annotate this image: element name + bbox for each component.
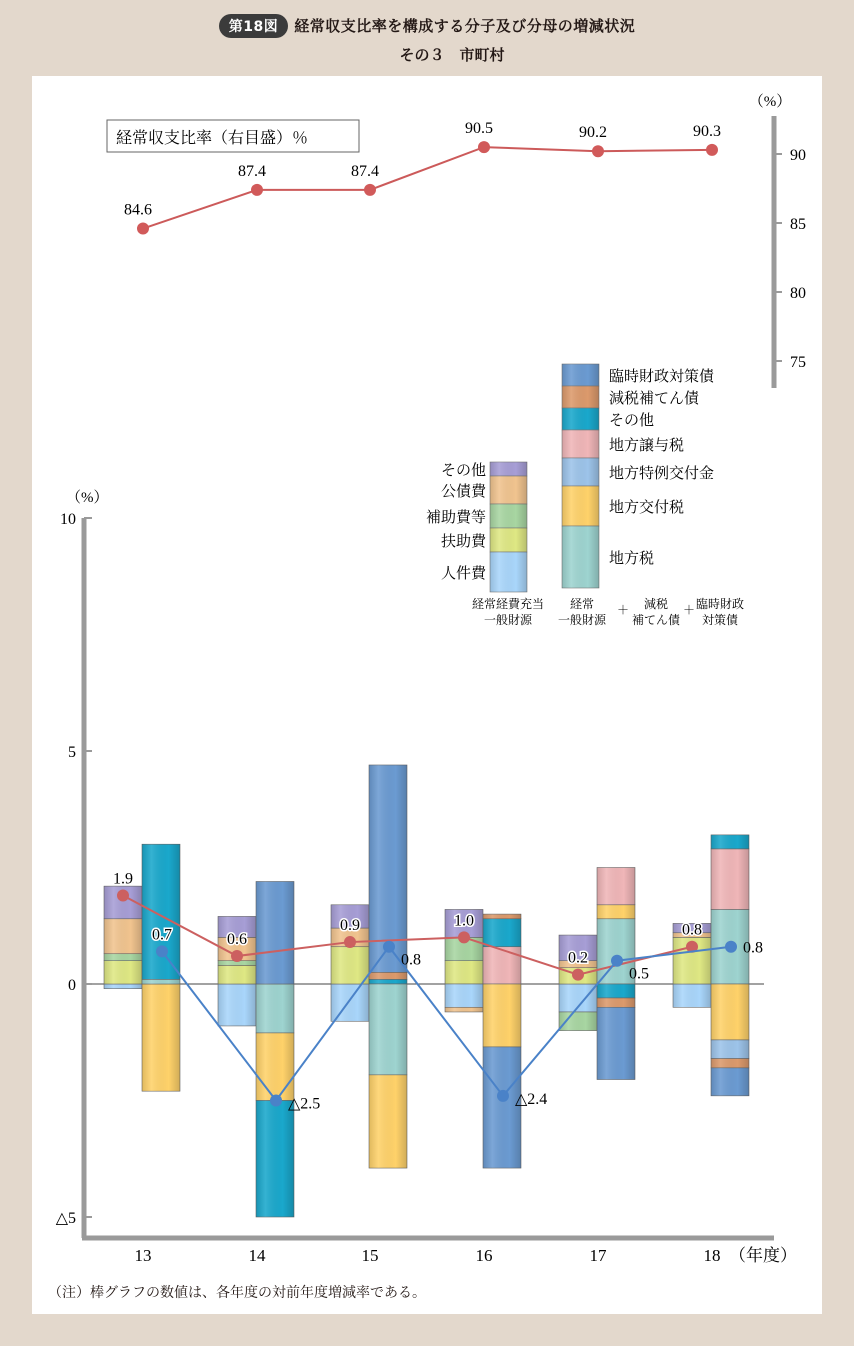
denominator-growth-point	[725, 941, 737, 953]
legend-den-label: 地方譲与税	[609, 438, 685, 454]
ratio-data-label: 87.4	[238, 162, 266, 180]
legend-caption: 対策債	[701, 613, 739, 627]
x-tick-label: 17	[589, 1246, 607, 1265]
denominator-growth-point	[156, 945, 168, 957]
legend-plus: ＋	[682, 603, 696, 617]
x-tick-label: 13	[134, 1246, 152, 1265]
numerator-bar-segment-shade	[445, 984, 483, 1007]
legend-num-swatch-shade	[490, 528, 527, 552]
ratio-tick-label: 75	[790, 354, 806, 371]
legend-den-swatch-shade	[562, 458, 599, 486]
legend-caption: 一般財源	[557, 613, 607, 627]
legend-den-label: 地方税	[609, 551, 655, 567]
ratio-point	[592, 145, 604, 157]
denominator-bar-segment-shade	[256, 1101, 294, 1218]
denominator-bar-segment-shade	[711, 1068, 749, 1096]
numerator-bar-segment-shade	[104, 984, 142, 989]
denominator-bar-segment-shade	[597, 905, 635, 919]
legend-den-label: 減税補てん債	[609, 391, 700, 407]
denominator-bar-segment-shade	[711, 984, 749, 1040]
legend-den-swatch-shade	[562, 364, 599, 386]
legend-caption: 臨時財政	[695, 597, 745, 611]
figure-badge: 第18図	[219, 14, 288, 38]
legend-caption: 減税	[643, 597, 669, 611]
numerator-bar-segment-shade	[673, 984, 711, 1007]
ratio-data-label: 90.5	[465, 120, 493, 138]
denominator-bar-segment-shade	[369, 984, 407, 1075]
legend-num-swatch-shade	[490, 476, 527, 504]
legend-caption: 経常経費充当	[471, 597, 545, 611]
denominator-bar-segment-shade	[483, 919, 521, 947]
numerator-growth-point	[572, 969, 584, 981]
numerator-data-label: 0.9	[340, 917, 360, 935]
legend-num-swatch-shade	[490, 504, 527, 528]
x-tick-label: 14	[248, 1246, 266, 1265]
numerator-data-label: 0.8	[682, 921, 702, 939]
numerator-growth-point	[117, 889, 129, 901]
ratio-point	[137, 223, 149, 235]
y-tick-label: 0	[68, 977, 76, 994]
ratio-point	[706, 144, 718, 156]
ratio-data-label: 84.6	[124, 201, 152, 219]
denominator-bar-segment-shade	[256, 984, 294, 1033]
denominator-bar-segment-shade	[483, 947, 521, 984]
numerator-bar-segment-shade	[218, 965, 256, 984]
x-tick-label: 15	[361, 1246, 379, 1265]
denominator-growth-point	[383, 941, 395, 953]
legend-caption: 一般財源	[483, 613, 533, 627]
legend-den-swatch-shade	[562, 430, 599, 458]
denominator-bar-segment-shade	[711, 849, 749, 910]
denominator-data-label: 0.7	[152, 926, 172, 944]
numerator-bar-segment-shade	[331, 984, 369, 1021]
title-text: 経常収支比率を構成する分子及び分母の増減状況	[294, 17, 636, 35]
ratio-legend-label: 経常収支比率（右目盛）％	[116, 130, 309, 147]
chart-panel	[32, 76, 822, 1314]
legend-num-swatch-shade	[490, 462, 527, 476]
ratio-data-label: 90.2	[579, 124, 607, 142]
legend-num-label: 扶助費	[440, 534, 486, 550]
denominator-bar-segment-shade	[142, 979, 180, 984]
denominator-bar-segment-shade	[483, 984, 521, 1047]
denominator-data-label: △2.4	[515, 1090, 548, 1108]
y-tick-label: 10	[60, 511, 76, 528]
legend-den-label: 地方特例交付金	[609, 466, 715, 482]
numerator-data-label: 0.2	[568, 949, 588, 967]
ratio-series-line	[143, 147, 712, 228]
denominator-growth-point	[270, 1095, 282, 1107]
ratio-tick-label: 90	[790, 147, 806, 164]
ratio-tick-label: 80	[790, 285, 806, 302]
numerator-growth-point	[231, 950, 243, 962]
numerator-bar-segment-shade	[218, 984, 256, 1026]
legend-den-swatch-shade	[562, 486, 599, 526]
numerator-bar-segment-shade	[331, 947, 369, 984]
x-axis-suffix: （年度）	[729, 1246, 797, 1265]
denominator-data-label: 0.5	[629, 965, 649, 983]
numerator-data-label: 1.0	[454, 912, 474, 930]
numerator-bar-segment-shade	[104, 954, 142, 961]
denominator-data-label: 0.8	[743, 939, 763, 957]
denominator-bar-segment-shade	[711, 1059, 749, 1068]
chart-svg	[32, 76, 822, 1314]
denominator-bar-segment-shade	[711, 835, 749, 849]
legend-den-swatch-shade	[562, 386, 599, 408]
denominator-bar-segment-shade	[483, 914, 521, 919]
denominator-bar-segment-shade	[369, 979, 407, 984]
numerator-bar-segment-shade	[445, 1007, 483, 1012]
denominator-bar-segment-shade	[256, 1033, 294, 1101]
legend-num-label: 人件費	[440, 566, 486, 582]
denominator-bar-segment-shade	[597, 984, 635, 998]
legend-caption: 補てん債	[631, 613, 681, 627]
x-tick-label: 18	[703, 1246, 721, 1265]
legend-den-label: その他	[609, 413, 655, 429]
numerator-bar-segment-shade	[104, 919, 142, 954]
y-tick-label: 5	[68, 744, 76, 761]
legend-den-swatch-shade	[562, 526, 599, 588]
denominator-bar-segment-shade	[597, 998, 635, 1007]
legend-num-label: その他	[440, 463, 486, 479]
numerator-growth-point	[344, 936, 356, 948]
numerator-data-label: 0.6	[227, 931, 247, 949]
footnote: （注）棒グラフの数値は、各年度の対前年度増減率である。	[48, 1286, 426, 1301]
x-tick-label: 16	[475, 1246, 493, 1265]
legend-num-label: 補助費等	[425, 510, 486, 526]
legend-den-label: 地方交付税	[609, 500, 685, 516]
numerator-growth-point	[458, 931, 470, 943]
denominator-bar-segment-shade	[597, 868, 635, 905]
legend-caption: 経常	[569, 597, 595, 611]
chart-title	[0, 14, 854, 38]
denominator-bar-segment-shade	[142, 984, 180, 1091]
numerator-bar-segment-shade	[445, 961, 483, 984]
ratio-line-chart	[107, 93, 806, 388]
legend	[426, 364, 744, 627]
denominator-bar-segment-shade	[597, 1007, 635, 1079]
denominator-bar-segment-shade	[256, 881, 294, 984]
ratio-point	[364, 184, 376, 196]
numerator-data-label: 1.9	[113, 870, 133, 888]
denominator-bar-segment-shade	[142, 844, 180, 979]
denominator-bar-segment-shade	[369, 1075, 407, 1168]
ratio-data-label: 87.4	[351, 162, 379, 180]
ratio-data-label: 90.3	[693, 122, 721, 140]
ratio-tick-label: 85	[790, 216, 806, 233]
denominator-data-label: △2.5	[288, 1095, 321, 1113]
chart-subtitle: その３ 市町村	[399, 46, 505, 64]
denominator-bar-segment-shade	[711, 1040, 749, 1059]
ratio-axis-unit: （%）	[748, 94, 792, 110]
denominator-growth-point	[611, 955, 623, 967]
ratio-point	[251, 184, 263, 196]
legend-den-swatch-shade	[562, 408, 599, 430]
y-axis-unit: （%）	[66, 490, 109, 506]
ratio-point	[478, 141, 490, 153]
denominator-growth-point	[497, 1090, 509, 1102]
legend-num-swatch-shade	[490, 552, 527, 592]
y-tick-label: △5	[55, 1210, 76, 1227]
legend-num-label: 公債費	[440, 484, 486, 500]
legend-plus: ＋	[616, 603, 630, 617]
denominator-data-label: 0.8	[401, 951, 421, 969]
legend-den-label: 臨時財政対策債	[609, 369, 715, 385]
denominator-bar-segment-shade	[369, 972, 407, 979]
numerator-bar-segment-shade	[104, 961, 142, 984]
